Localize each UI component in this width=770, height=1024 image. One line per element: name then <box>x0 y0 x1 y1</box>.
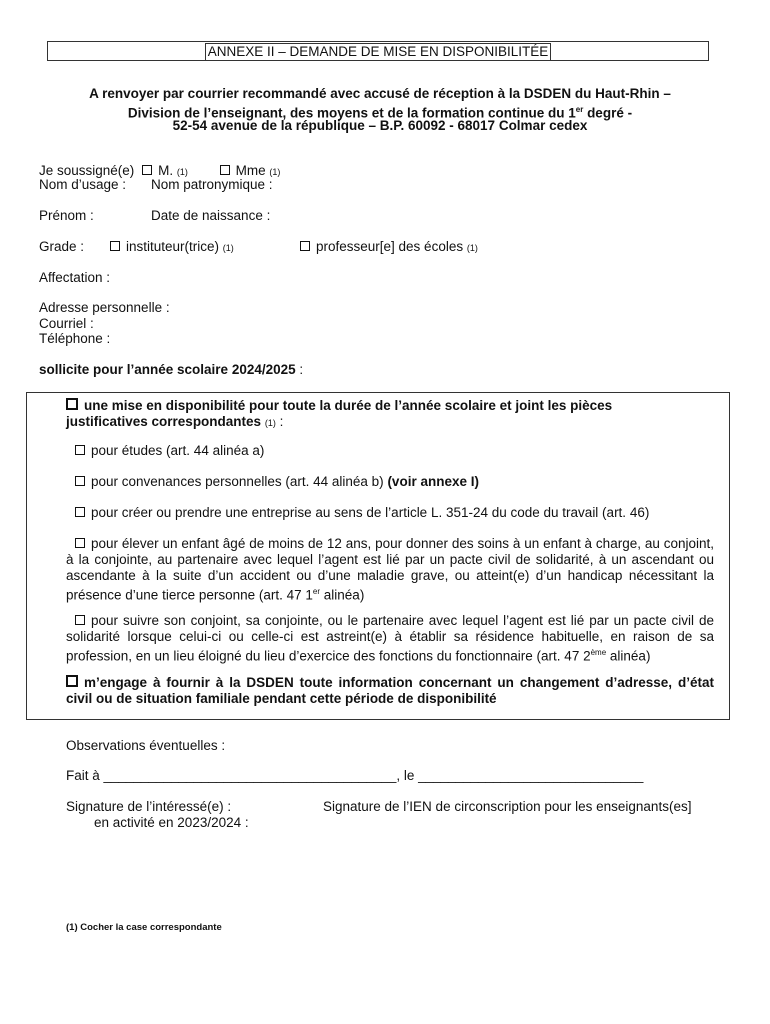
elever-end: alinéa) <box>320 587 365 603</box>
checkbox-professeur[interactable] <box>300 241 310 251</box>
suivre-end: alinéa) <box>606 648 651 664</box>
checkbox-suivre[interactable] <box>75 615 85 625</box>
telephone-label: Téléphone : <box>39 331 111 346</box>
signature-interesse-sub: en activité en 2023/2024 : <box>94 815 249 830</box>
header-line-3: 52-54 avenue de la république – B.P. 60092 - 68017 Colmar cedex <box>172 118 588 133</box>
checkbox-main[interactable] <box>66 398 78 410</box>
suivre-text: pour suivre son conjoint, sa conjointe, ou le partenaire avec lequel l’agent est lié par un pacte civil de solidarité lorsque celui-ci ou celle-ci est astreint(e) à établir sa résidence habituelle, en raison de sa profession, en un lieu éloigné du lieu d’exercice des fonctions du fonctionnaire (art. 47 2 <box>66 613 714 664</box>
header-sup: er <box>575 105 584 114</box>
etudes-label: pour études (art. 44 alinéa a) <box>91 443 265 458</box>
sollicite-line <box>39 362 303 378</box>
checkbox-engage[interactable] <box>66 675 78 687</box>
affectation-label: Affectation : <box>39 270 111 285</box>
checkbox-m[interactable] <box>142 165 152 175</box>
note-ref: (1) <box>176 167 188 177</box>
page-title: ANNEXE II – DEMANDE DE MISE EN DISPONIBILITÉE <box>205 43 552 61</box>
professeur-label: professeur[e] des écoles <box>316 239 464 254</box>
note-ref: (1) <box>264 418 276 428</box>
prenom-label: Prénom : <box>39 208 94 223</box>
entreprise-label: pour créer ou prendre une entreprise au sens de l’article L. 351-24 du code du travail (art. 46) <box>91 505 650 520</box>
fait-line: Fait à _______________________________________, le ______________________________ <box>66 768 644 783</box>
courriel-label: Courriel : <box>39 316 94 331</box>
option-convenances <box>75 474 715 490</box>
grade-professeur <box>300 239 478 256</box>
title-box <box>47 41 709 61</box>
checkbox-convenances[interactable] <box>75 476 85 486</box>
grade-label: Grade : <box>39 239 85 254</box>
nom-usage-label: Nom d’usage : <box>39 177 127 192</box>
grade-instituteur <box>110 239 234 256</box>
checkbox-mme[interactable] <box>220 165 230 175</box>
elever-text: pour élever un enfant âgé de moins de 12 ans, pour donner des soins à un enfant à charge, au conjoint, à la conjointe, au partenaire avec lequel l’agent est lié par un pacte civil de solidarité, à un ascendant ou ascendante à la suite d’un accident ou d’une maladie grave, ou atteint(e) d’un handicap nécessitant la présence d’une tierce personne (art. 47 1 <box>66 536 714 603</box>
nom-patronymique-label: Nom patronymique : <box>151 177 273 192</box>
option-engage <box>66 675 714 707</box>
signature-interesse-label: Signature de l’intéressé(e) : <box>66 799 232 814</box>
option-main-line2: justificatives correspondantes <box>66 414 262 429</box>
option-main-colon: : <box>275 414 284 429</box>
m-label: M. <box>158 163 174 178</box>
elever-sup: er <box>312 587 321 596</box>
convenances-bold: (voir annexe I) <box>387 474 479 489</box>
convenances-label: pour convenances personnelles (art. 44 alinéa b) <box>91 474 388 489</box>
option-etudes <box>75 443 715 459</box>
option-suivre <box>66 613 714 665</box>
observations-label: Observations éventuelles : <box>66 738 226 753</box>
date-naissance-label: Date de naissance : <box>151 208 271 223</box>
note-ref: (1) <box>466 243 478 253</box>
header-line-1: A renvoyer par courrier recommandé avec accusé de réception à la DSDEN du Haut-Rhin – <box>89 86 671 101</box>
engage-text: m’engage à fournir à la DSDEN toute information concernant un changement d’adresse, d’état civil ou de situation familiale pendant cette période de disponibilité <box>66 675 714 706</box>
option-main-line1: une mise en disponibilité pour toute la durée de l’année scolaire et joint les pièces <box>84 398 613 413</box>
option-entreprise <box>75 505 715 521</box>
note-ref: (1) <box>269 167 281 177</box>
mme-label: Mme <box>235 163 266 178</box>
instituteur-label: instituteur(trice) <box>126 239 220 254</box>
note-ref: (1) <box>222 243 234 253</box>
suivre-sup: ème <box>590 648 607 657</box>
soussigne-label: Je soussigné(e) <box>39 163 135 178</box>
checkbox-elever[interactable] <box>75 538 85 548</box>
checkbox-instituteur[interactable] <box>110 241 120 251</box>
checkbox-etudes[interactable] <box>75 445 85 455</box>
checkbox-entreprise[interactable] <box>75 507 85 517</box>
header-line-2-end: degré - <box>583 105 633 121</box>
sollicite-rest: : <box>295 362 304 377</box>
option-main <box>66 398 714 431</box>
option-elever <box>66 536 714 604</box>
signature-ien-label: Signature de l’IEN de circonscription pour les enseignants(es] <box>323 799 692 814</box>
header-line-2-text: Division de l’enseignant, des moyens et de la formation continue du 1 <box>127 105 576 121</box>
adresse-label: Adresse personnelle : <box>39 300 170 315</box>
footnote: (1) Cocher la case correspondante <box>66 922 222 933</box>
sollicite-bold: sollicite pour l’année scolaire 2024/2025 <box>39 362 296 377</box>
